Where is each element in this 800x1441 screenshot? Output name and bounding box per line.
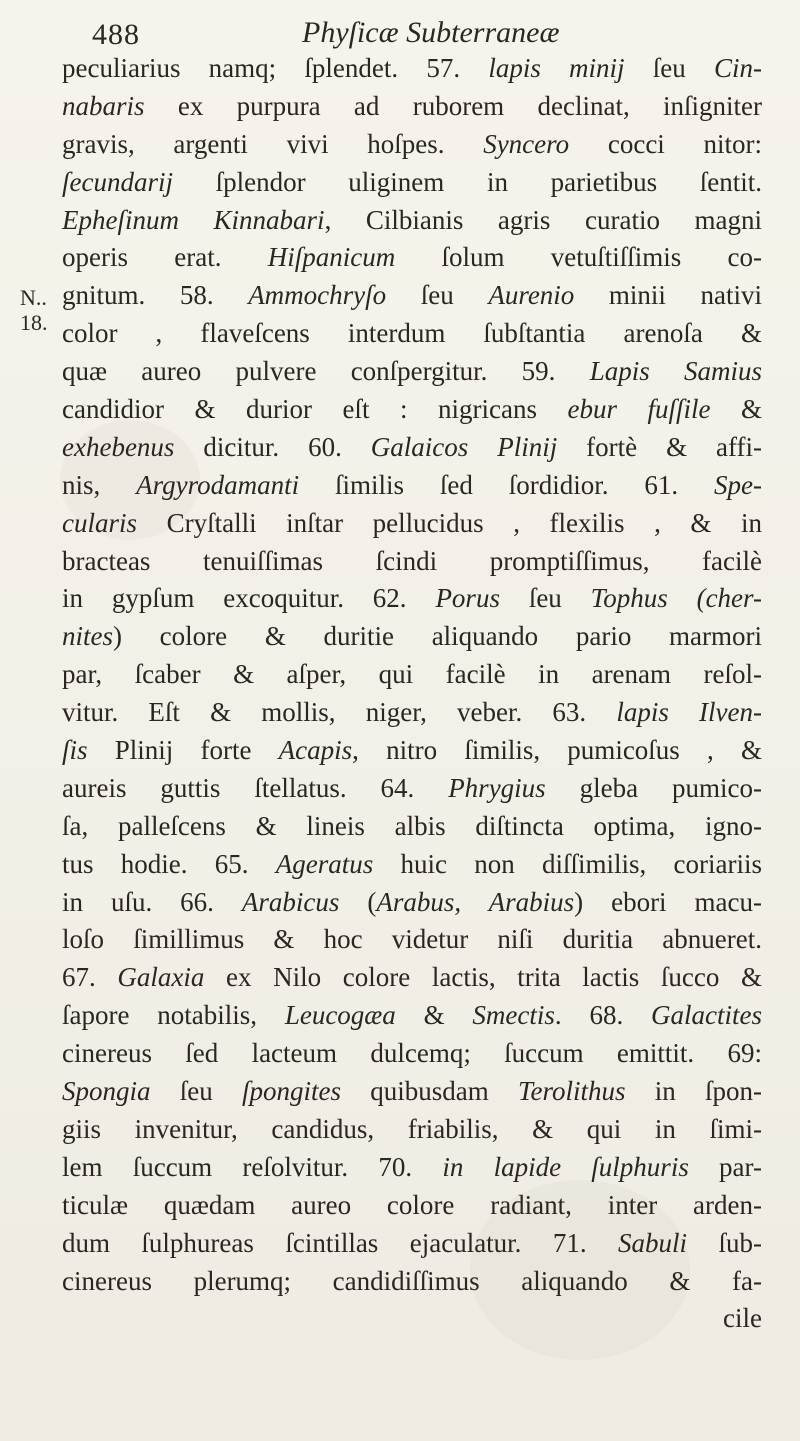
italic-term: ſpongites bbox=[241, 1076, 341, 1107]
text-run: bracteas tenuiſſimas ſcindi promptiſſimus, facilè bbox=[62, 545, 762, 576]
italic-term: Syncero bbox=[483, 128, 570, 159]
text-run: & bbox=[710, 394, 762, 425]
text-run: candidior & durior eſt : nigricans bbox=[62, 394, 568, 425]
text-run: minii nativi bbox=[574, 280, 762, 311]
text-run: vitur. Eſt & mollis, niger, veber. 63. bbox=[62, 697, 617, 728]
italic-term: lapis minij bbox=[488, 53, 625, 83]
text-line bbox=[62, 884, 762, 922]
text-line bbox=[62, 1263, 762, 1301]
text-line bbox=[62, 88, 762, 126]
text-run: in ſpon- bbox=[625, 1076, 762, 1107]
text-line bbox=[62, 126, 762, 164]
italic-term: Galactites bbox=[651, 1000, 762, 1031]
text-line bbox=[62, 618, 762, 656]
text-run: 67. bbox=[62, 962, 118, 993]
italic-term: nabaris bbox=[62, 90, 145, 121]
text-run: ſub- bbox=[687, 1227, 762, 1258]
text-run: lem ſuccum reſolvitur. 70. bbox=[62, 1151, 443, 1182]
text-line bbox=[62, 959, 762, 997]
text-run: ticulæ quædam aureo colore radiant, inter arden- bbox=[62, 1189, 762, 1220]
italic-term: Tophus (cher- bbox=[590, 583, 762, 614]
italic-term: Terolithus bbox=[517, 1076, 626, 1107]
text-run: ( bbox=[339, 886, 377, 917]
italic-term: Epheſinum Kinnabari bbox=[62, 204, 325, 235]
italic-term: Sabuli bbox=[618, 1227, 688, 1258]
text-line bbox=[62, 277, 762, 315]
italic-term: Hiſpanicum bbox=[267, 242, 396, 273]
text-run: color , flaveſcens interdum ſubſtantia arenoſa & bbox=[62, 318, 762, 349]
text-line bbox=[62, 921, 762, 959]
text-line bbox=[62, 505, 762, 543]
text-line bbox=[62, 1035, 762, 1073]
text-run: gleba pumico- bbox=[545, 772, 762, 803]
text-line bbox=[62, 846, 762, 884]
text-run: ſeu bbox=[624, 53, 714, 83]
italic-term: Arabus, Arabius bbox=[376, 886, 575, 917]
text-run: cinereus ſed lacteum dulcemq; ſuccum emittit. 69: bbox=[62, 1038, 762, 1069]
italic-term: Aurenio bbox=[488, 280, 575, 311]
italic-term: Spongia bbox=[62, 1076, 151, 1107]
italic-term: cularis bbox=[62, 507, 138, 538]
text-run: ſapore notabilis, bbox=[62, 1000, 285, 1031]
text-run: , nitro ſimilis, pumicoſus , & bbox=[352, 735, 762, 766]
text-run: nis, bbox=[62, 469, 137, 500]
italic-term: Lapis Samius bbox=[589, 356, 762, 387]
text-line bbox=[62, 1149, 762, 1187]
text-line bbox=[62, 50, 762, 88]
margin-note: 18. bbox=[20, 310, 48, 335]
text-line bbox=[62, 997, 762, 1035]
text-line bbox=[62, 1111, 762, 1149]
text-run: ) colore & duritie aliquando pario marmori bbox=[113, 621, 762, 652]
text-run: ) ebori macu- bbox=[574, 886, 762, 917]
italic-term: Acapis bbox=[278, 735, 353, 766]
text-run: ſimilis ſed ſordidior. 61. bbox=[299, 469, 715, 500]
text-run: loſo ſimillimus & hoc videtur niſi duritia abnueret. bbox=[62, 924, 762, 955]
text-line bbox=[62, 315, 762, 353]
italic-term: ſecundarij bbox=[62, 166, 173, 197]
italic-term: Leucogæa bbox=[284, 1000, 396, 1031]
italic-term: nites bbox=[62, 621, 113, 652]
italic-term: Spe- bbox=[714, 469, 762, 500]
text-line bbox=[62, 429, 762, 467]
text-run: huic non diſſimilis, coriariis bbox=[373, 848, 762, 879]
text-run: aureis guttis ſtellatus. 64. bbox=[62, 772, 449, 803]
running-title: Phyſicæ Subterraneæ bbox=[302, 16, 560, 49]
text-line bbox=[62, 1073, 762, 1111]
text-run: gnitum. 58. bbox=[62, 280, 249, 311]
text-line bbox=[62, 164, 762, 202]
text-run: ſolum vetuſtiſſimis co- bbox=[395, 242, 763, 273]
text-run: quibusdam bbox=[340, 1076, 518, 1107]
text-run: in gypſum excoquitur. 62. bbox=[62, 583, 436, 614]
margin-note: N.. bbox=[20, 285, 47, 310]
text-run: , Cilbianis agris curatio magni bbox=[324, 204, 762, 235]
text-run: Cryſtalli inſtar pellucidus , flexilis , & in bbox=[137, 507, 762, 538]
italic-term: Smectis bbox=[472, 1000, 555, 1031]
text-run: ex purpura ad ruborem declinat, inſigniter bbox=[144, 90, 762, 121]
text-line bbox=[62, 770, 762, 808]
text-line bbox=[62, 353, 762, 391]
text-line bbox=[62, 391, 762, 429]
italic-term: ebur fuſſile bbox=[567, 394, 711, 425]
italic-term: Phrygius bbox=[448, 772, 546, 803]
italic-term: Ammochryſo bbox=[248, 280, 387, 311]
text-line bbox=[62, 656, 762, 694]
text-line bbox=[62, 467, 762, 505]
text-run: ſeu bbox=[499, 583, 591, 614]
italic-term: ſis bbox=[62, 735, 88, 766]
text-line bbox=[62, 1187, 762, 1225]
text-run: ſeu bbox=[386, 280, 489, 311]
text-line bbox=[62, 580, 762, 618]
text-run: cinereus plerumq; candidiſſimus aliquando & fa- bbox=[62, 1265, 762, 1296]
body-text bbox=[62, 50, 762, 1338]
text-line bbox=[62, 694, 762, 732]
text-run: dicitur. 60. bbox=[174, 431, 371, 462]
text-run: & bbox=[395, 1000, 473, 1031]
page-number: 488 bbox=[92, 18, 140, 51]
text-line bbox=[62, 202, 762, 240]
italic-term: Arabicus bbox=[241, 886, 340, 917]
italic-term: lapis Ilven- bbox=[616, 697, 762, 728]
text-line bbox=[62, 239, 762, 277]
text-run: par- bbox=[688, 1151, 762, 1182]
italic-term: Galaxia bbox=[117, 962, 205, 993]
italic-term: Porus bbox=[435, 583, 500, 614]
text-run: par, ſcaber & aſper, qui facilè in arenam reſol- bbox=[62, 659, 762, 690]
italic-term: exhebenus bbox=[62, 431, 175, 462]
text-run: ſa, palleſcens & lineis albis diſtincta optima, igno- bbox=[62, 810, 762, 841]
text-run: Plinij forte bbox=[87, 735, 279, 766]
text-run: cocci nitor: bbox=[569, 128, 762, 159]
text-run: dum ſulphureas ſcintillas ejaculatur. 71. bbox=[62, 1227, 619, 1258]
italic-term: Galaicos Plinij bbox=[370, 431, 558, 462]
text-line bbox=[62, 543, 762, 581]
text-line bbox=[62, 1300, 762, 1338]
text-line bbox=[62, 1225, 762, 1263]
italic-term: Argyrodamanti bbox=[136, 469, 300, 500]
text-run: quæ aureo pulvere conſpergitur. 59. bbox=[62, 356, 590, 387]
text-run: tus hodie. 65. bbox=[62, 848, 276, 879]
text-run: ſeu bbox=[150, 1076, 242, 1107]
text-run: ex Nilo colore lactis, trita lactis ſucco & bbox=[204, 962, 763, 993]
text-run: cile bbox=[723, 1303, 762, 1334]
italic-term: in lapide ſulphuris bbox=[442, 1151, 689, 1182]
text-run: ſplendor uliginem in parietibus ſentit. bbox=[172, 166, 762, 197]
text-run: in uſu. 66. bbox=[62, 886, 242, 917]
text-run: peculiarius namq; ſplendet. 57. bbox=[62, 53, 489, 83]
text-run: fortè & affi- bbox=[557, 431, 762, 462]
text-line bbox=[62, 808, 762, 846]
text-line bbox=[62, 732, 762, 770]
text-run: gravis, argenti vivi hoſpes. bbox=[62, 128, 484, 159]
italic-term: Ageratus bbox=[275, 848, 374, 879]
text-run: . 68. bbox=[554, 1000, 652, 1031]
text-run: operis erat. bbox=[62, 242, 268, 273]
italic-term: Cin- bbox=[713, 53, 762, 83]
text-run: giis invenitur, candidus, friabilis, & qui in ſimi- bbox=[62, 1113, 762, 1144]
